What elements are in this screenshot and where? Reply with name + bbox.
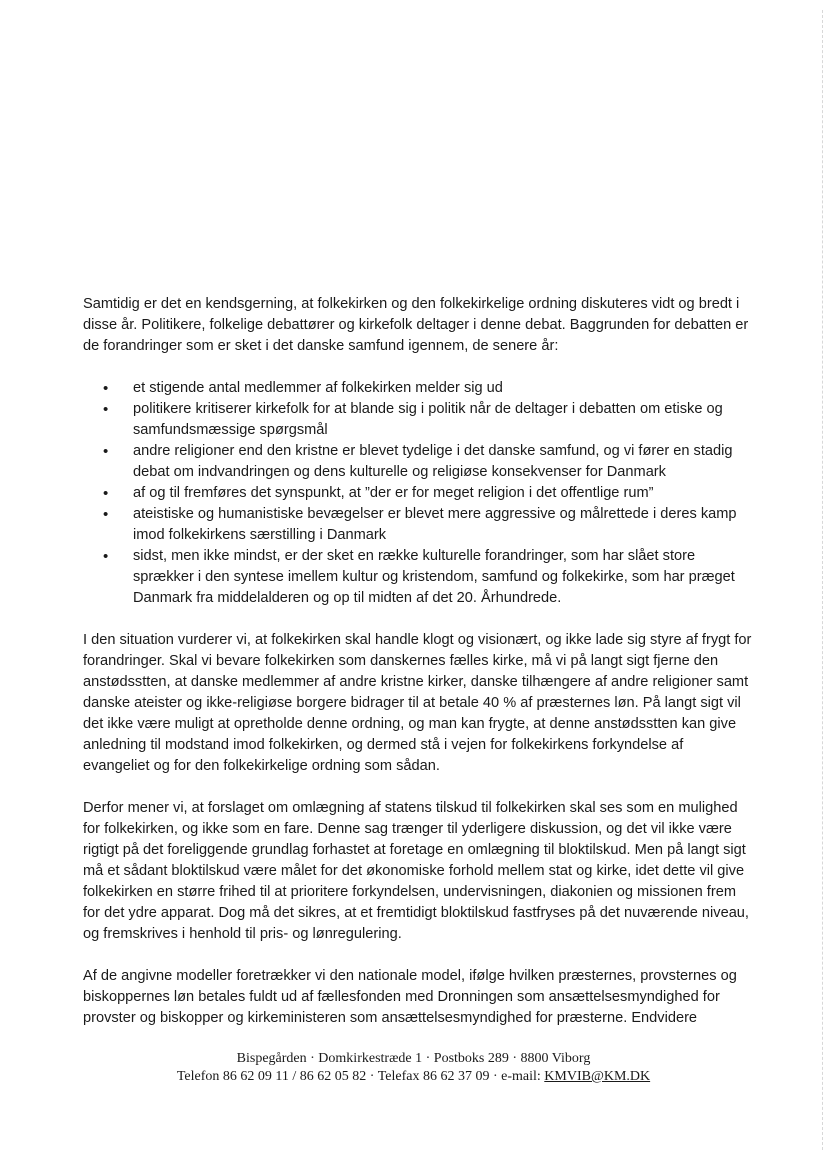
letter-body <box>83 294 753 1050</box>
list-item: • politikere kritiserer kirkefolk for at blande sig i politik når de deltager i debatten om etiske og samfundsmæssige spørgsmål <box>83 399 753 441</box>
letterhead-footer <box>0 1050 827 1086</box>
list-item: • andre religioner end den kristne er blevet tydelige i det danske samfund, og vi fører en stadig debat om indvandringen og dens kulturelle og religiøse konsekvenser for Danmark <box>83 441 753 483</box>
bullet-list <box>83 378 753 609</box>
footer-phone: Telefon 86 62 09 11 / 86 62 05 82 · Telefax 86 62 37 09 · e-mail: <box>176 1069 545 1084</box>
model-paragraph: Af de angivne modeller foretrækker vi den nationale model, ifølge hvilken præsternes, provsternes og biskoppernes løn betales fuldt ud af fællesfonden med Dronningen som ansættelsesmyndighed for provster og biskopper og kirkeministeren som ansættelsesmyndighed for præsterne. Endvidere <box>83 968 737 1026</box>
list-item: • ateistiske og humanistiske bevægelser er blevet mere aggressive og målrettede i deres kamp imod folkekirkens særstilling i Danmark <box>83 504 753 546</box>
list-item: • et stigende antal medlemmer af folkekirken melder sig ud <box>83 378 753 399</box>
proposal-paragraph: Derfor mener vi, at forslaget om omlægning af statens tilskud til folkekirken skal ses som en mulighed for folkekirken, og ikke som en fare. Denne sag trænger til yderligere diskussion, og det vil ikke være rigtigt på det foreliggende grundlag forhastet at foretage en omlægning til bloktilskud. Men på langt sigt må et sådant bloktilskud være målet for det økonomiske forhold mellem stat og kirke, idet dette vil give folkekirken en større frihed til at prioritere forkyndelsen, undervisningen, diakonien og missionen frem for det ydre apparat. Dog må det sikres, at et fremtidigt bloktilskud fastfryses på det nuværende niveau, og fremskrives i henhold til pris- og lønregulering. <box>83 800 749 942</box>
situation-paragraph: I den situation vurderer vi, at folkekirken skal handle klogt og visionært, og ikke lade sig styre af frygt for forandringer. Skal vi bevare folkekirken som danskernes fælles kirke, må vi på langt sigt fjerne den anstødsstten, at danske medlemmer af andre kristne kirker, danske tilhængere af andre religioner samt danske ateister og ikke-religiøse borgere bidrager til at betale 40 % af præsternes løn. På langt sigt vil det ikke være muligt at opretholde denne ordning, og man kan frygte, at denne anstødsstten kan give anledning til modstand imod folkekirken, og dermed stå i vejen for folkekirkens forkyndelse af evangeliet og for den folkekirkelige ordning som sådan. <box>83 632 752 774</box>
list-item: • af og til fremføres det synspunkt, at ”der er for meget religion i det offentlige rum” <box>83 483 753 504</box>
intro-paragraph: Samtidig er det en kendsgerning, at folkekirken og den folkekirkelige ordning diskuteres vidt og bredt i disse år. Politikere, folkelige debattører og kirkefolk deltager i denne debat. Baggrunden for debatten er de forandringer som er sket i det danske samfund igennem, de senere år: <box>83 296 749 354</box>
footer-contact <box>0 1068 827 1086</box>
list-item: • sidst, men ikke mindst, er der sket en række kulturelle forandringer, som har slået store sprækker i den syntese imellem kultur og kristendom, samfund og folkekirke, som har præget Danmark fra middelalderen og op til midten af det 20. Århundrede. <box>83 546 753 609</box>
scan-edge-line <box>821 10 823 1150</box>
footer-email-link[interactable]: KMVIB@KM.DK <box>544 1069 651 1084</box>
footer-address: Bispegården · Domkirkestræde 1 · Postboks 289 · 8800 Viborg <box>236 1051 591 1066</box>
